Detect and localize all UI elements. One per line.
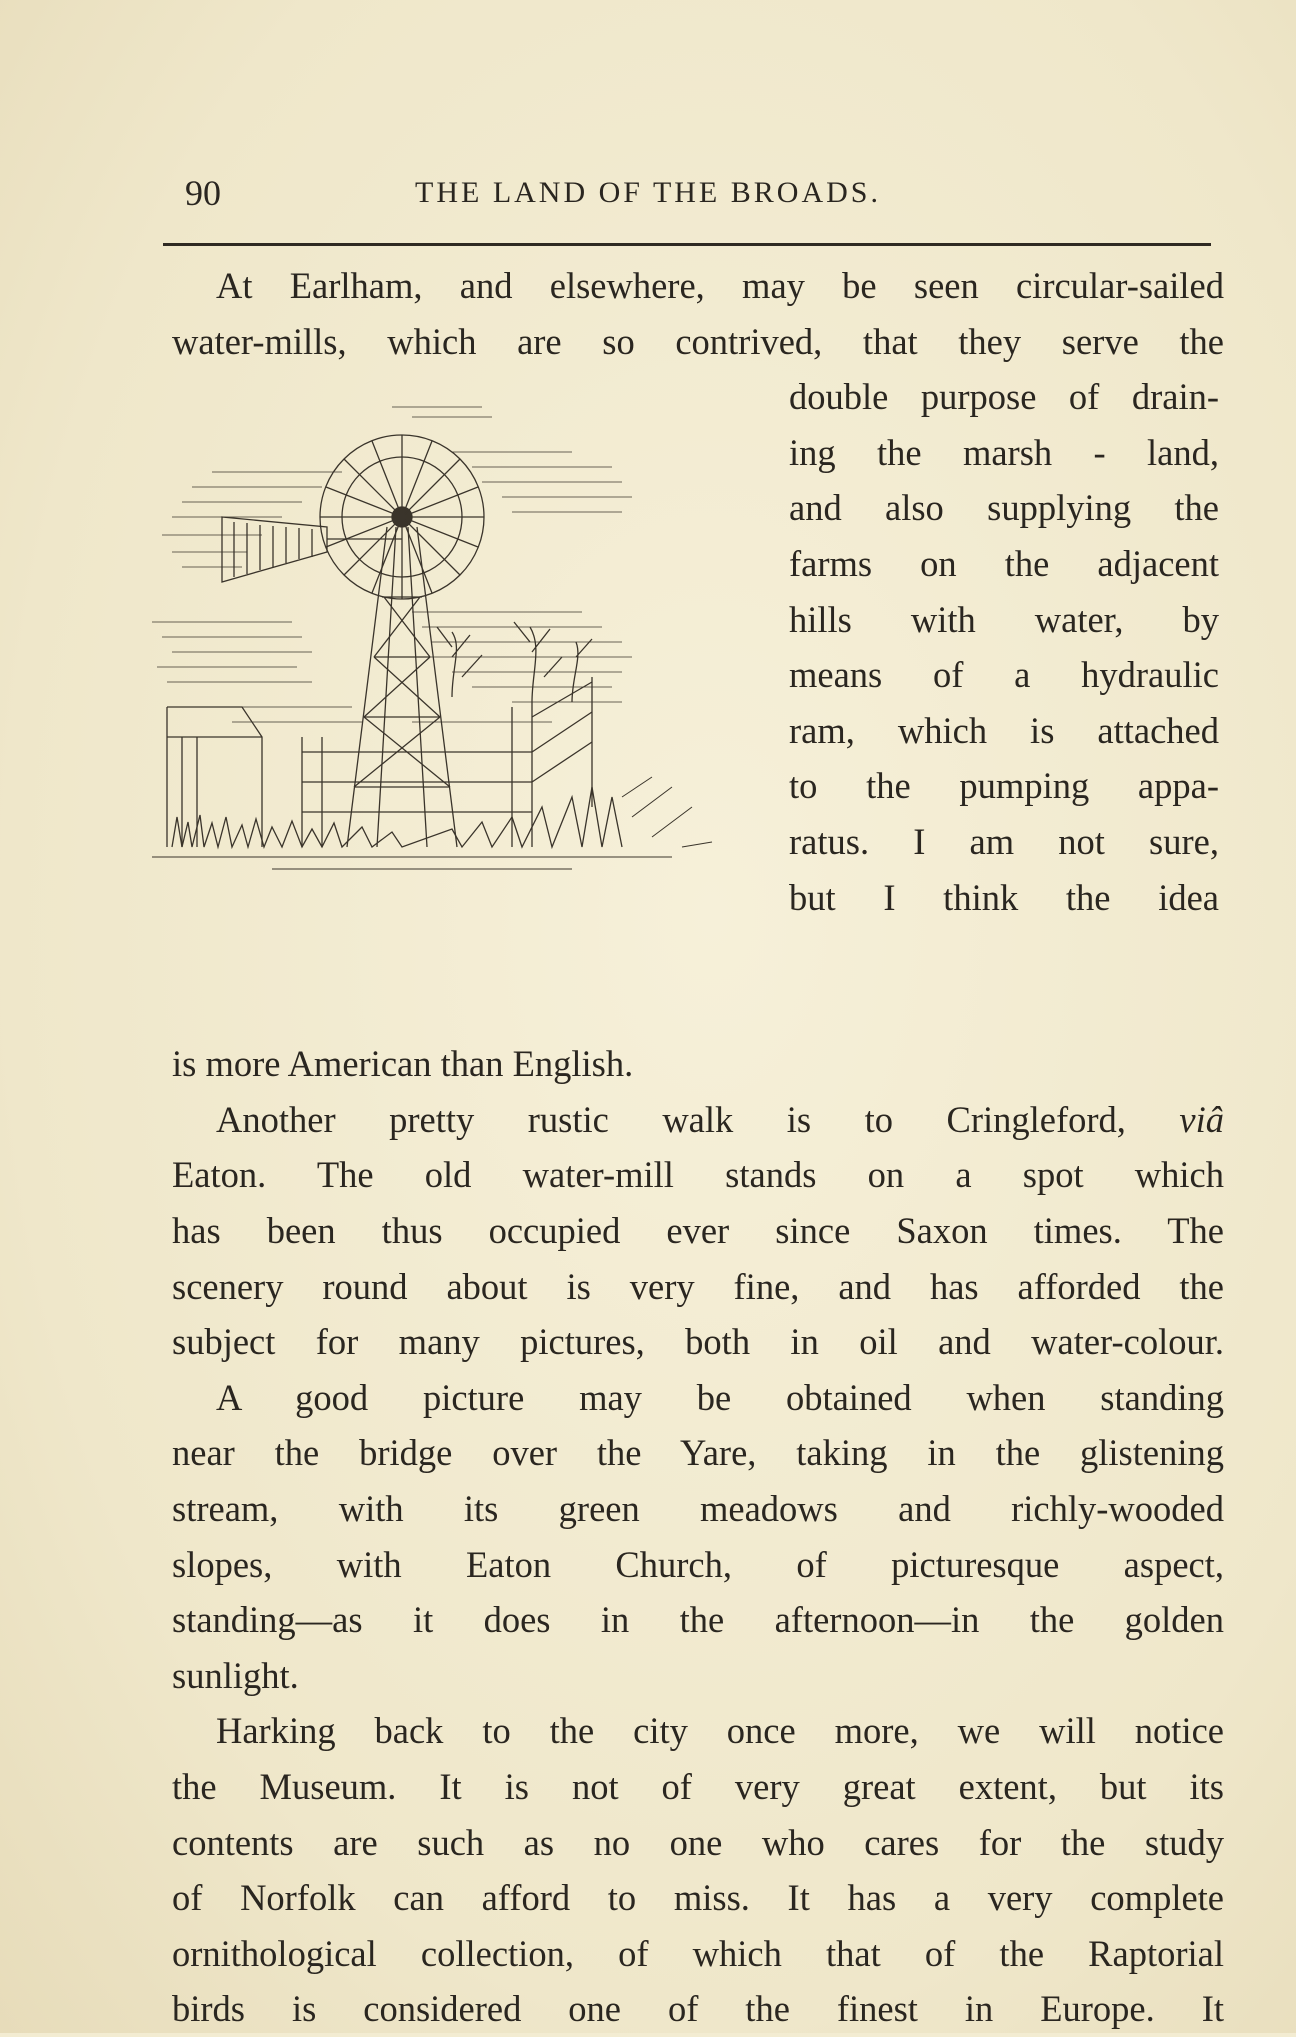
text-line: double purpose of drain- xyxy=(789,376,1219,418)
wrapped-paragraph xyxy=(789,369,1219,925)
running-title: THE LAND OF THE BROADS. xyxy=(415,176,881,209)
text-line: near the bridge over the Yare, taking in the glistening xyxy=(172,1432,1224,1474)
text-line: hills with water, by xyxy=(789,598,1219,640)
text-line: farms on the adjacent xyxy=(789,542,1219,584)
text-line: stream, with its green meadows and richly-wooded xyxy=(172,1487,1224,1529)
italic-via: viâ xyxy=(1179,1098,1225,1140)
text-line: sunlight. xyxy=(172,1654,299,1696)
text-line: A good picture may be obtained when standing xyxy=(216,1376,1224,1418)
text-line: of Norfolk can afford to miss. It has a very complete xyxy=(172,1877,1224,1919)
text-line xyxy=(172,1092,1224,1148)
text-line: Harking back to the city once more, we will notice xyxy=(216,1710,1224,1752)
page-number: 90 xyxy=(185,173,221,213)
text-line: scenery round about is very fine, and has afforded the xyxy=(172,1265,1224,1307)
text-line: ram, which is attached xyxy=(789,709,1219,751)
text-line: ing the marsh - land, xyxy=(789,431,1219,473)
text-line: means of a hydraulic xyxy=(789,654,1219,696)
text-line: birds is considered one of the finest in Europe. It xyxy=(172,1988,1224,2030)
text-line: the Museum. It is not of very great extent, but its xyxy=(172,1765,1224,1807)
text-line: At Earlham, and elsewhere, may be seen circular-sailed xyxy=(216,265,1224,306)
text-line: standing—as it does in the afternoon—in the golden xyxy=(172,1599,1224,1641)
text-line: ratus. I am not sure, xyxy=(789,820,1219,862)
figure-with-wrapped-text xyxy=(172,369,1224,1036)
text-line: and also supplying the xyxy=(789,487,1219,529)
text-line: to the pumping appa- xyxy=(789,765,1219,807)
text-line: but I think the idea xyxy=(789,876,1219,918)
text-fragment: Another pretty rustic walk is to Cringleford, xyxy=(216,1098,1126,1140)
page-header xyxy=(175,172,1220,222)
text-line: ornithological collection, of which that of the Raptorial xyxy=(172,1932,1224,1974)
text-line: slopes, with Eaton Church, of picturesque aspect, xyxy=(172,1543,1224,1585)
text-line: has been thus occupied ever since Saxon times. The xyxy=(172,1209,1224,1251)
body-text xyxy=(172,258,1224,2037)
text-line: subject for many pictures, both in oil and water-colour. xyxy=(172,1321,1224,1363)
header-rule xyxy=(163,243,1211,246)
text-line: is more American than English. xyxy=(172,1043,634,1085)
windmill-engraving-icon xyxy=(152,377,762,877)
text-line: Eaton. The old water-mill stands on a spot which xyxy=(172,1154,1224,1196)
text-line: contents are such as no one who cares for the study xyxy=(172,1821,1224,1863)
text-line: water-mills, which are so contrived, that they serve the xyxy=(172,320,1224,362)
